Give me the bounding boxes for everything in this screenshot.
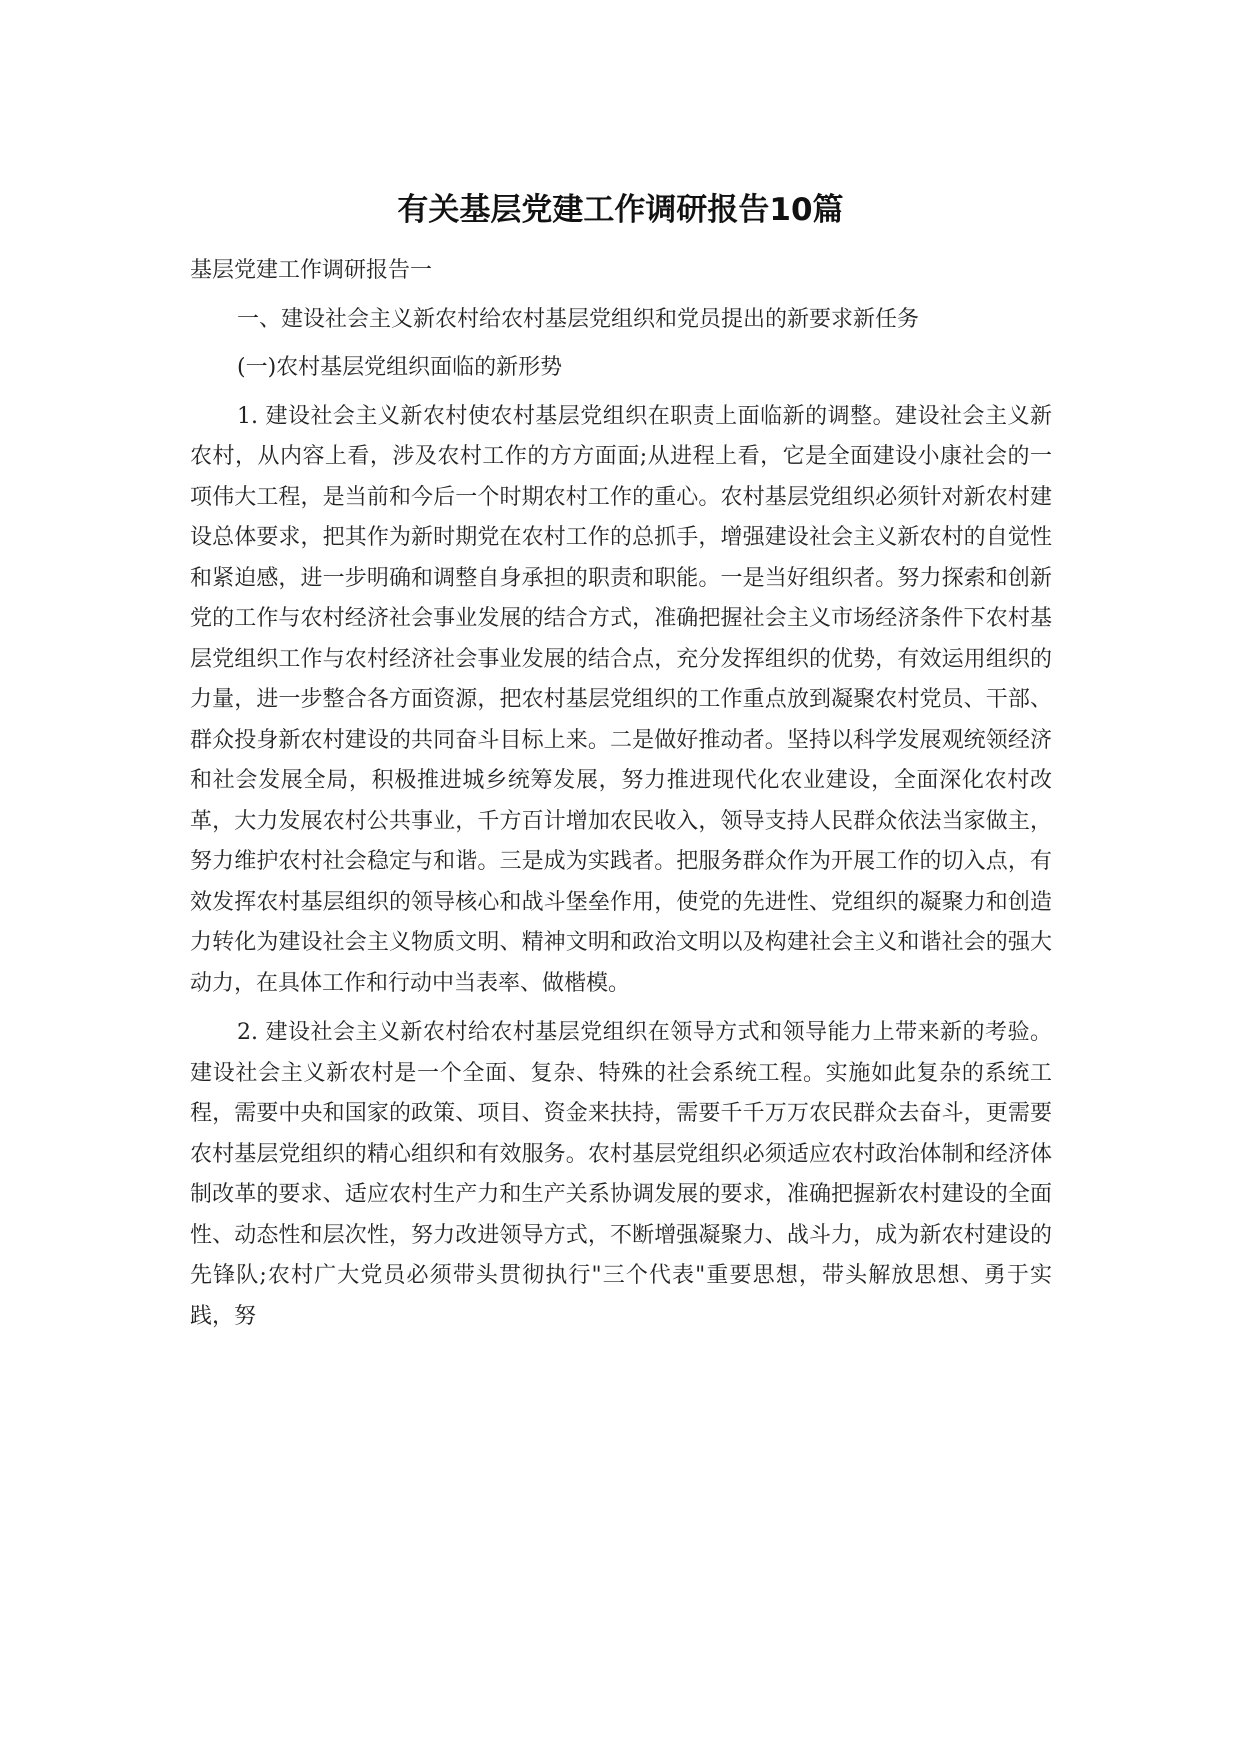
- document-title: 有关基层党建工作调研报告10篇: [397, 192, 844, 228]
- heading-level-2: (一)农村基层党组织面临的新形势: [237, 355, 563, 380]
- paragraph-2: 2. 建设社会主义新农村给农村基层党组织在领导方式和领导能力上带来新的考验。建设社会主义新农村是一个全面、复杂、特殊的社会系统工程。实施如此复杂的系统工程，需要中央和国家的政策、项目、资金来扶持，需要千千万万农民群众去奋斗，更需要农村基层党组织的精心组织和有效服务。农村基层党组织必须适应农村政治体制和经济体制改革的要求、适应农村生产力和生产关系协调发展的要求，准确把握新农村建设的全面性、动态性和层次性，努力改进领导方式，不断增强凝聚力、战斗力，成为新农村建设的先锋队;农村广大党员必须带头贯彻执行"三个代表"重要思想，带头解放思想、勇于实践，努: [190, 1020, 1052, 1329]
- document-body: [190, 251, 1052, 1346]
- heading-level-1: 一、建设社会主义新农村给农村基层党组织和党员提出的新要求新任务: [237, 306, 920, 332]
- paragraph-1: 1. 建设社会主义新农村使农村基层党组织在职责上面临新的调整。建设社会主义新农村，从内容上看，涉及农村工作的方方面面;从进程上看，它是全面建设小康社会的一项伟大工程，是当前和今后一个时期农村工作的重心。农村基层党组织必须针对新农村建设总体要求，把其作为新时期党在农村工作的总抓手，增强建设社会主义新农村的自觉性和紧迫感，进一步明确和调整自身承担的职责和职能。一是当好组织者。努力探索和创新党的工作与农村经济社会事业发展的结合方式，准确把握社会主义市场经济条件下农村基层党组织工作与农村经济社会事业发展的结合点，充分发挥组织的优势，有效运用组织的力量，进一步整合各方面资源，把农村基层党组织的工作重点放到凝聚农村党员、干部、群众投身新农村建设的共同奋斗目标上来。二是做好推动者。坚持以科学发展观统领经济和社会发展全局，积极推进城乡统筹发展，努力推进现代化农业建设，全面深化农村改革，大力发展农村公共事业，千方百计增加农民收入，领导支持人民群众依法当家做主，努力维护农村社会稳定与和谐。三是成为实践者。把服务群众作为开展工作的切入点，有效发挥农村基层组织的领导核心和战斗堡垒作用，使党的先进性、党组织的凝聚力和创造力转化为建设社会主义物质文明、精神文明和政治文明以及构建社会主义和谐社会的强大动力，在具体工作和行动中当表率、做楷模。: [190, 403, 1052, 996]
- section-label: 基层党建工作调研报告一: [190, 258, 433, 283]
